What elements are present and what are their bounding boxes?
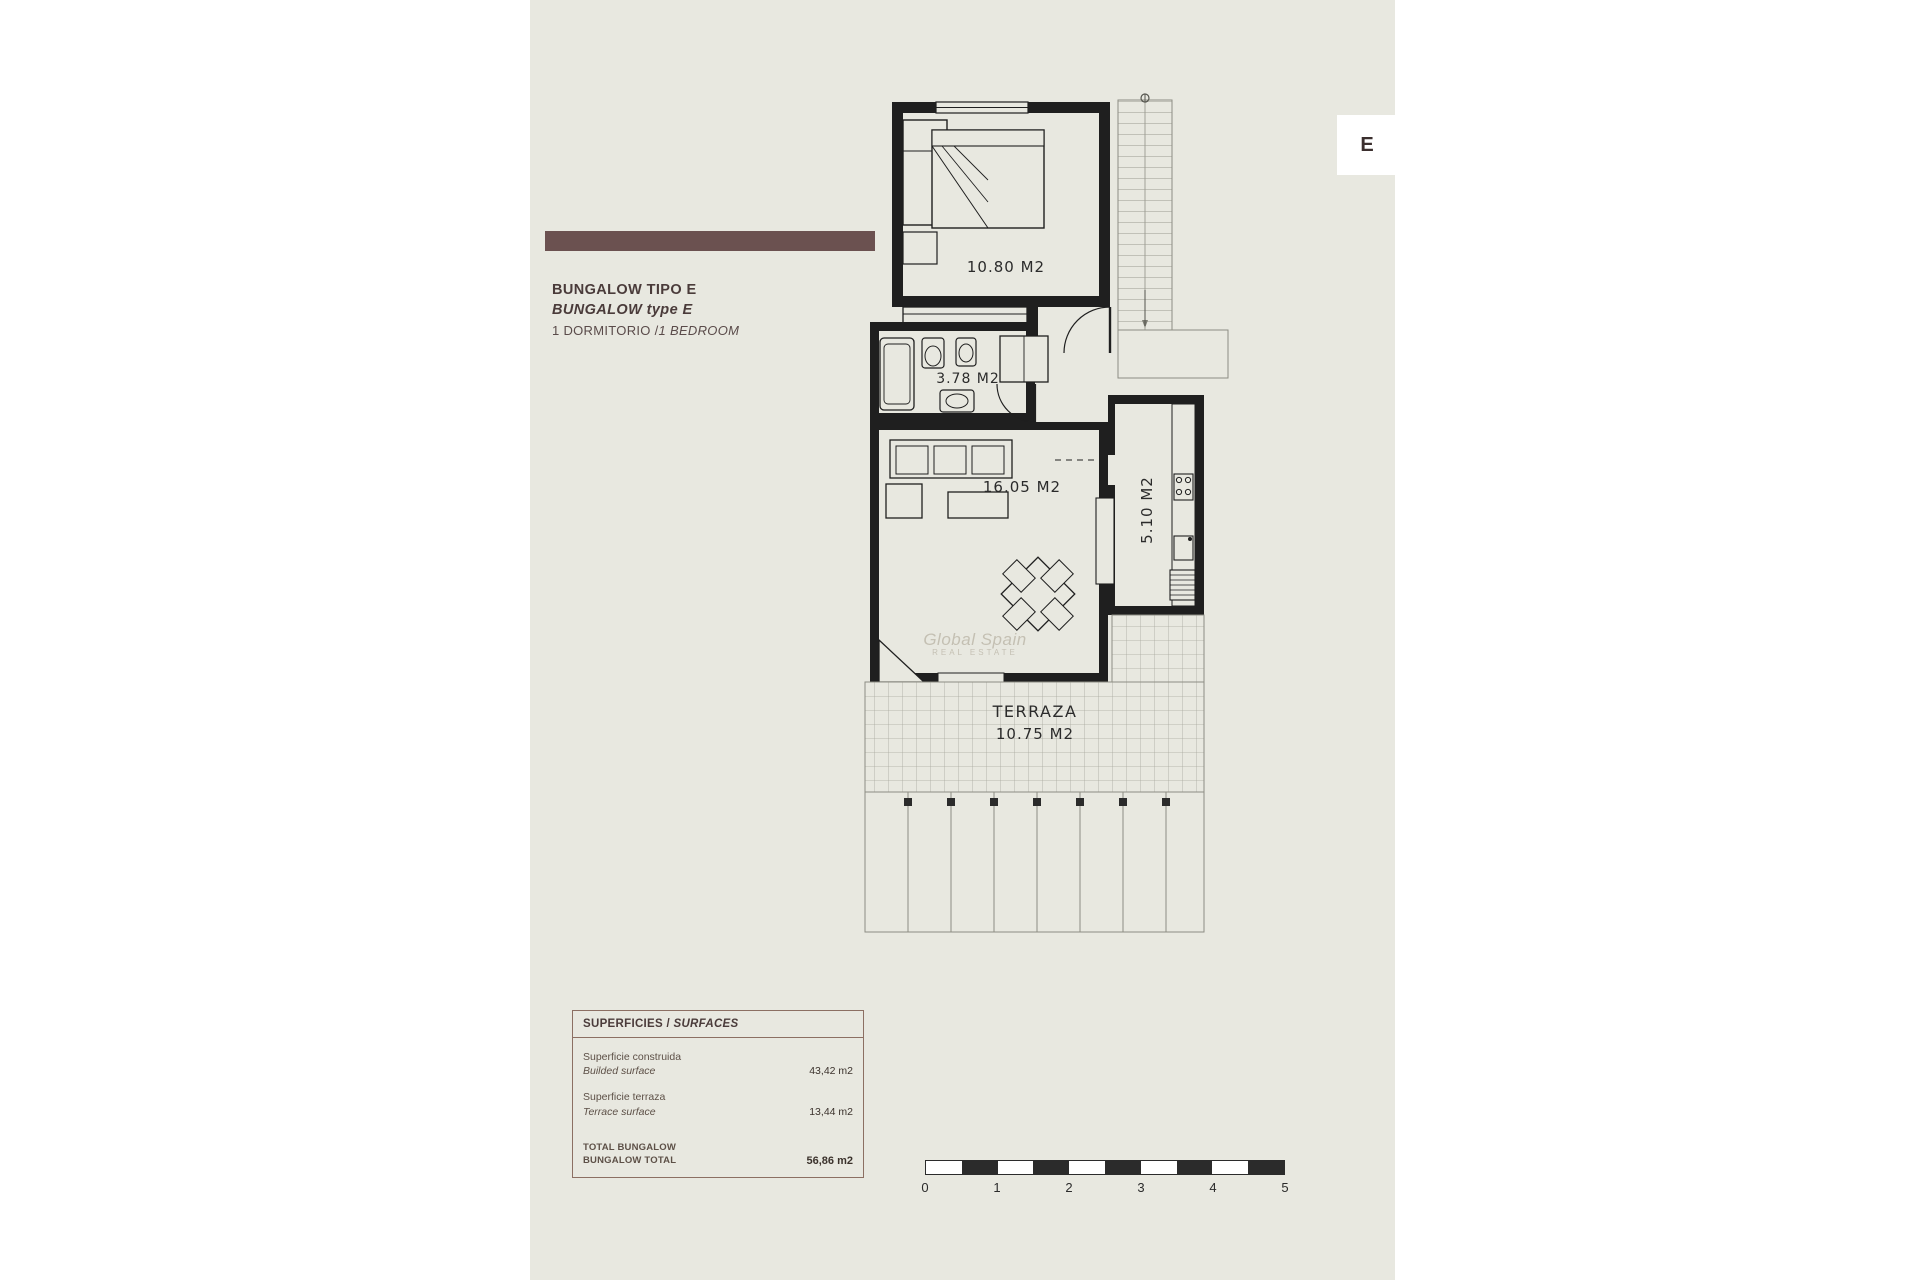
floor-plan-drawing: [860, 80, 1390, 1100]
total-row: [583, 1141, 853, 1168]
row-value: 43,42 m2: [809, 1065, 853, 1078]
total-label-es: TOTAL BUNGALOW: [583, 1141, 677, 1153]
plan-subtitle-es: 1 DORMITORIO /: [552, 323, 659, 338]
plan-title-es: BUNGALOW TIPO E: [552, 282, 697, 298]
surfaces-body: [573, 1038, 863, 1177]
row-label-en: Terrace surface: [583, 1105, 656, 1118]
table-row: [583, 1050, 853, 1078]
total-label-en: BUNGALOW TOTAL: [583, 1154, 677, 1166]
scale-bar: [921, 1160, 1289, 1202]
row-label-es: Superficie construida: [583, 1051, 682, 1063]
row-labels: [583, 1090, 665, 1118]
scale-segment: [1033, 1161, 1069, 1174]
total-value: 56,86 m2: [806, 1155, 853, 1168]
svg-text:3.78 M2: 3.78 M2: [936, 371, 1000, 387]
plan-title-en: BUNGALOW type E: [552, 302, 693, 318]
scale-tick: 2: [1065, 1180, 1073, 1195]
scale-bar-segments: [925, 1160, 1285, 1175]
watermark-line1: Global Spain: [923, 630, 1027, 649]
scale-segment: [962, 1161, 998, 1174]
scale-segment: [998, 1161, 1034, 1174]
scale-segment: [1177, 1161, 1213, 1174]
table-row: [583, 1090, 853, 1118]
surfaces-header: [573, 1011, 863, 1038]
plan-subtitle-en: 1 BEDROOM: [658, 323, 740, 338]
row-value: 13,44 m2: [809, 1105, 853, 1118]
scale-segment: [926, 1161, 962, 1174]
row-labels: [583, 1050, 681, 1078]
svg-text:TERRAZA: TERRAZA: [992, 702, 1078, 721]
scale-tick: 3: [1137, 1180, 1145, 1195]
scale-ticks: [921, 1180, 1289, 1202]
surfaces-table: [572, 1010, 864, 1178]
scale-segment: [1248, 1161, 1284, 1174]
surfaces-header-en: SURFACES: [673, 1018, 739, 1030]
scale-segment: [1069, 1161, 1105, 1174]
title-accent-bar: [545, 231, 875, 251]
scale-tick: 0: [921, 1180, 929, 1195]
scale-segment: [1212, 1161, 1248, 1174]
scale-segment: [1141, 1161, 1177, 1174]
row-label-es: Superficie terraza: [583, 1091, 666, 1104]
surfaces-header-es: SUPERFICIES /: [583, 1018, 674, 1030]
svg-text:10.75 M2: 10.75 M2: [995, 725, 1075, 743]
svg-text:10.80 M2: 10.80 M2: [966, 258, 1046, 276]
watermark-line2: REAL ESTATE: [932, 648, 1018, 657]
scale-segment: [1105, 1161, 1141, 1174]
svg-text:16.05 M2: 16.05 M2: [982, 478, 1062, 496]
scale-tick: 5: [1281, 1180, 1289, 1195]
unit-type-badge: E: [1337, 115, 1397, 175]
scale-tick: 1: [993, 1180, 1001, 1195]
svg-text:5.10 M2: 5.10 M2: [1138, 476, 1156, 544]
total-labels: [583, 1141, 676, 1168]
row-label-en: Builded surface: [583, 1065, 656, 1078]
scale-tick: 4: [1209, 1180, 1217, 1195]
